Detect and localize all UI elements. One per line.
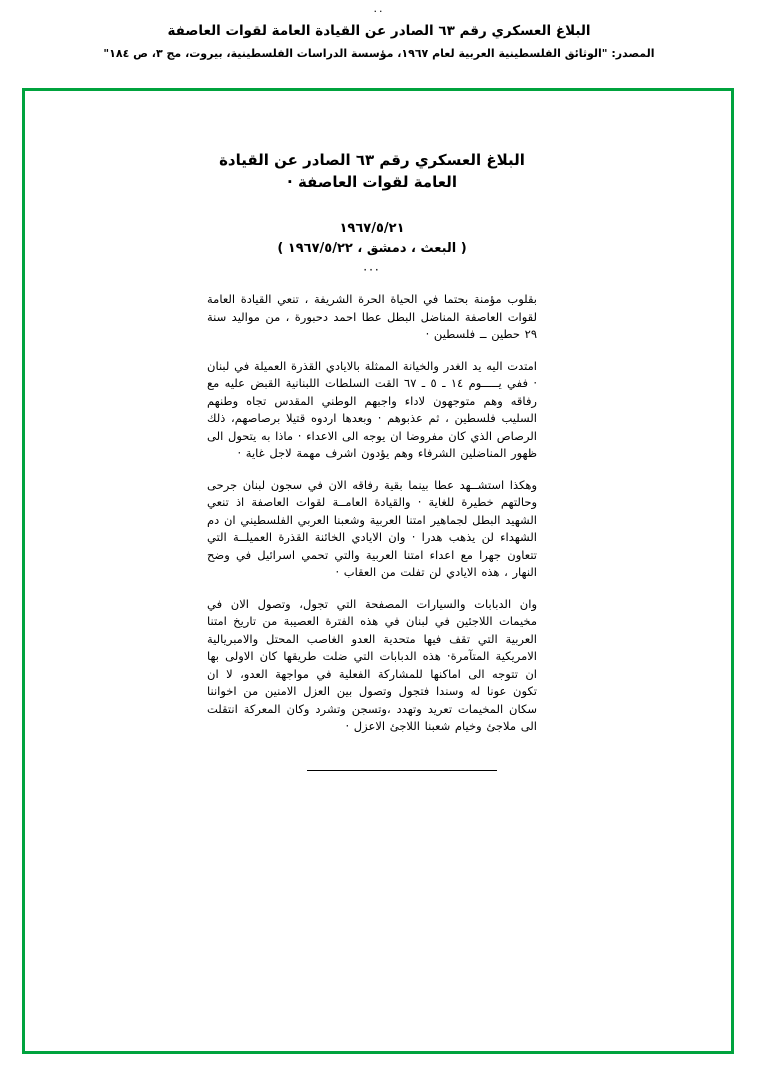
document-source-line: ( البعث ، دمشق ، ١٩٦٧/٥/٢٢ ) (277, 241, 467, 256)
document-footer-rule (307, 770, 497, 771)
document-separator-dots: ··· (363, 263, 381, 277)
document-paragraph: امتدت اليه يد الغدر والخيانة الممثلة بالايادي القذرة العميلة في لبنان · ففي يـــــوم ١٤ ـ ٥ ـ ٦٧ القت السلطات اللبنانية القبض عليه مع رفاقه وهم متوجهون لاداء واجبهم الوطني المقدس تجاه وطنهم السليب فلسطين ، ثم عذبوهم · وبعدها اردوه قتيلا برصاصهم، ذلك الرصاص الذي كان مفروضا ان يوجه الى الاعداء · ماذا به يتحول الى ظهور المناضلين الشرفاء وهم يؤدون اشرف مهمة لاجل غاية · (207, 358, 537, 460)
header-mark: ·· (373, 5, 385, 18)
document-text-column (207, 149, 537, 771)
document-frame (22, 88, 734, 1054)
document-paragraph: وهكذا استشــهد عطا بينما بقية رفاقه الان في سجون لبنان جرحى وحالتهم خطيرة للغاية · والقيادة العامــة لقوات العاصفة اذ تنعي الشهيد البطل لجماهير امتنا العربية وشعبنا العربي الفلسطيني ان دم الشهداء لن يذهب هدرا · وان الايادي الخائنة القذرة العميلــة التي تتعاون جهرا مع اعداء امتنا العربية والتي تحمي اسرائيل في وضح النهار ، هذه الايادي لن تفلت من العقاب · (207, 477, 537, 579)
document-page (25, 91, 731, 1051)
header-source-citation: المصدر: "الوثائق الفلسطينية العربية لعام ١٩٦٧، مؤسسة الدراسات الفلسطينية، بيروت، مج ٣، ص ١٨٤" (103, 47, 655, 60)
document-title: البلاغ العسكري رقم ٦٣ الصادر عن القيادة العامة لقوات العاصفة · (219, 151, 525, 191)
document-body (25, 149, 737, 771)
page-header (0, 0, 758, 60)
header-title: البلاغ العسكري رقم ٦٣ الصادر عن القيادة العامة لقوات العاصفة (167, 23, 591, 39)
document-paragraph: وان الدبابات والسيارات المصفحة التي تجول، وتصول الان في مخيمات اللاجئين في لبنان في هذه الفترة العصيبة من تاريخ امتنا العربية التي تقف فيها متحدية العدو الغاصب المحتل والامبريالية الامريكية المتآمرة· هذه الدبابات التي ضلت طريقها كان الاولى بها ان تتوجه الى اماكنها للمشاركة الفعلية في مواجهة العدو، لا ان تكون عونا له وسندا فتجول وتصول بين العزل الامنين من اخواننا سكان المخيمات تعريد وتهدد ،وتسجن وتشرد وكان المعركة انتقلت الى ملاجئ وخيام شعبنا اللاجئ الاعزل · (207, 596, 537, 733)
document-paragraph: بقلوب مؤمنة بحتما في الحياة الحرة الشريفة ، تنعي القيادة العامة لقوات العاصفة المناضل البطل عطا احمد دحبورة ، من مواليد سنة ٢٩ حطين ــ فلسطين · (207, 292, 537, 341)
document-date: ١٩٦٧/٥/٢١ (339, 221, 405, 236)
